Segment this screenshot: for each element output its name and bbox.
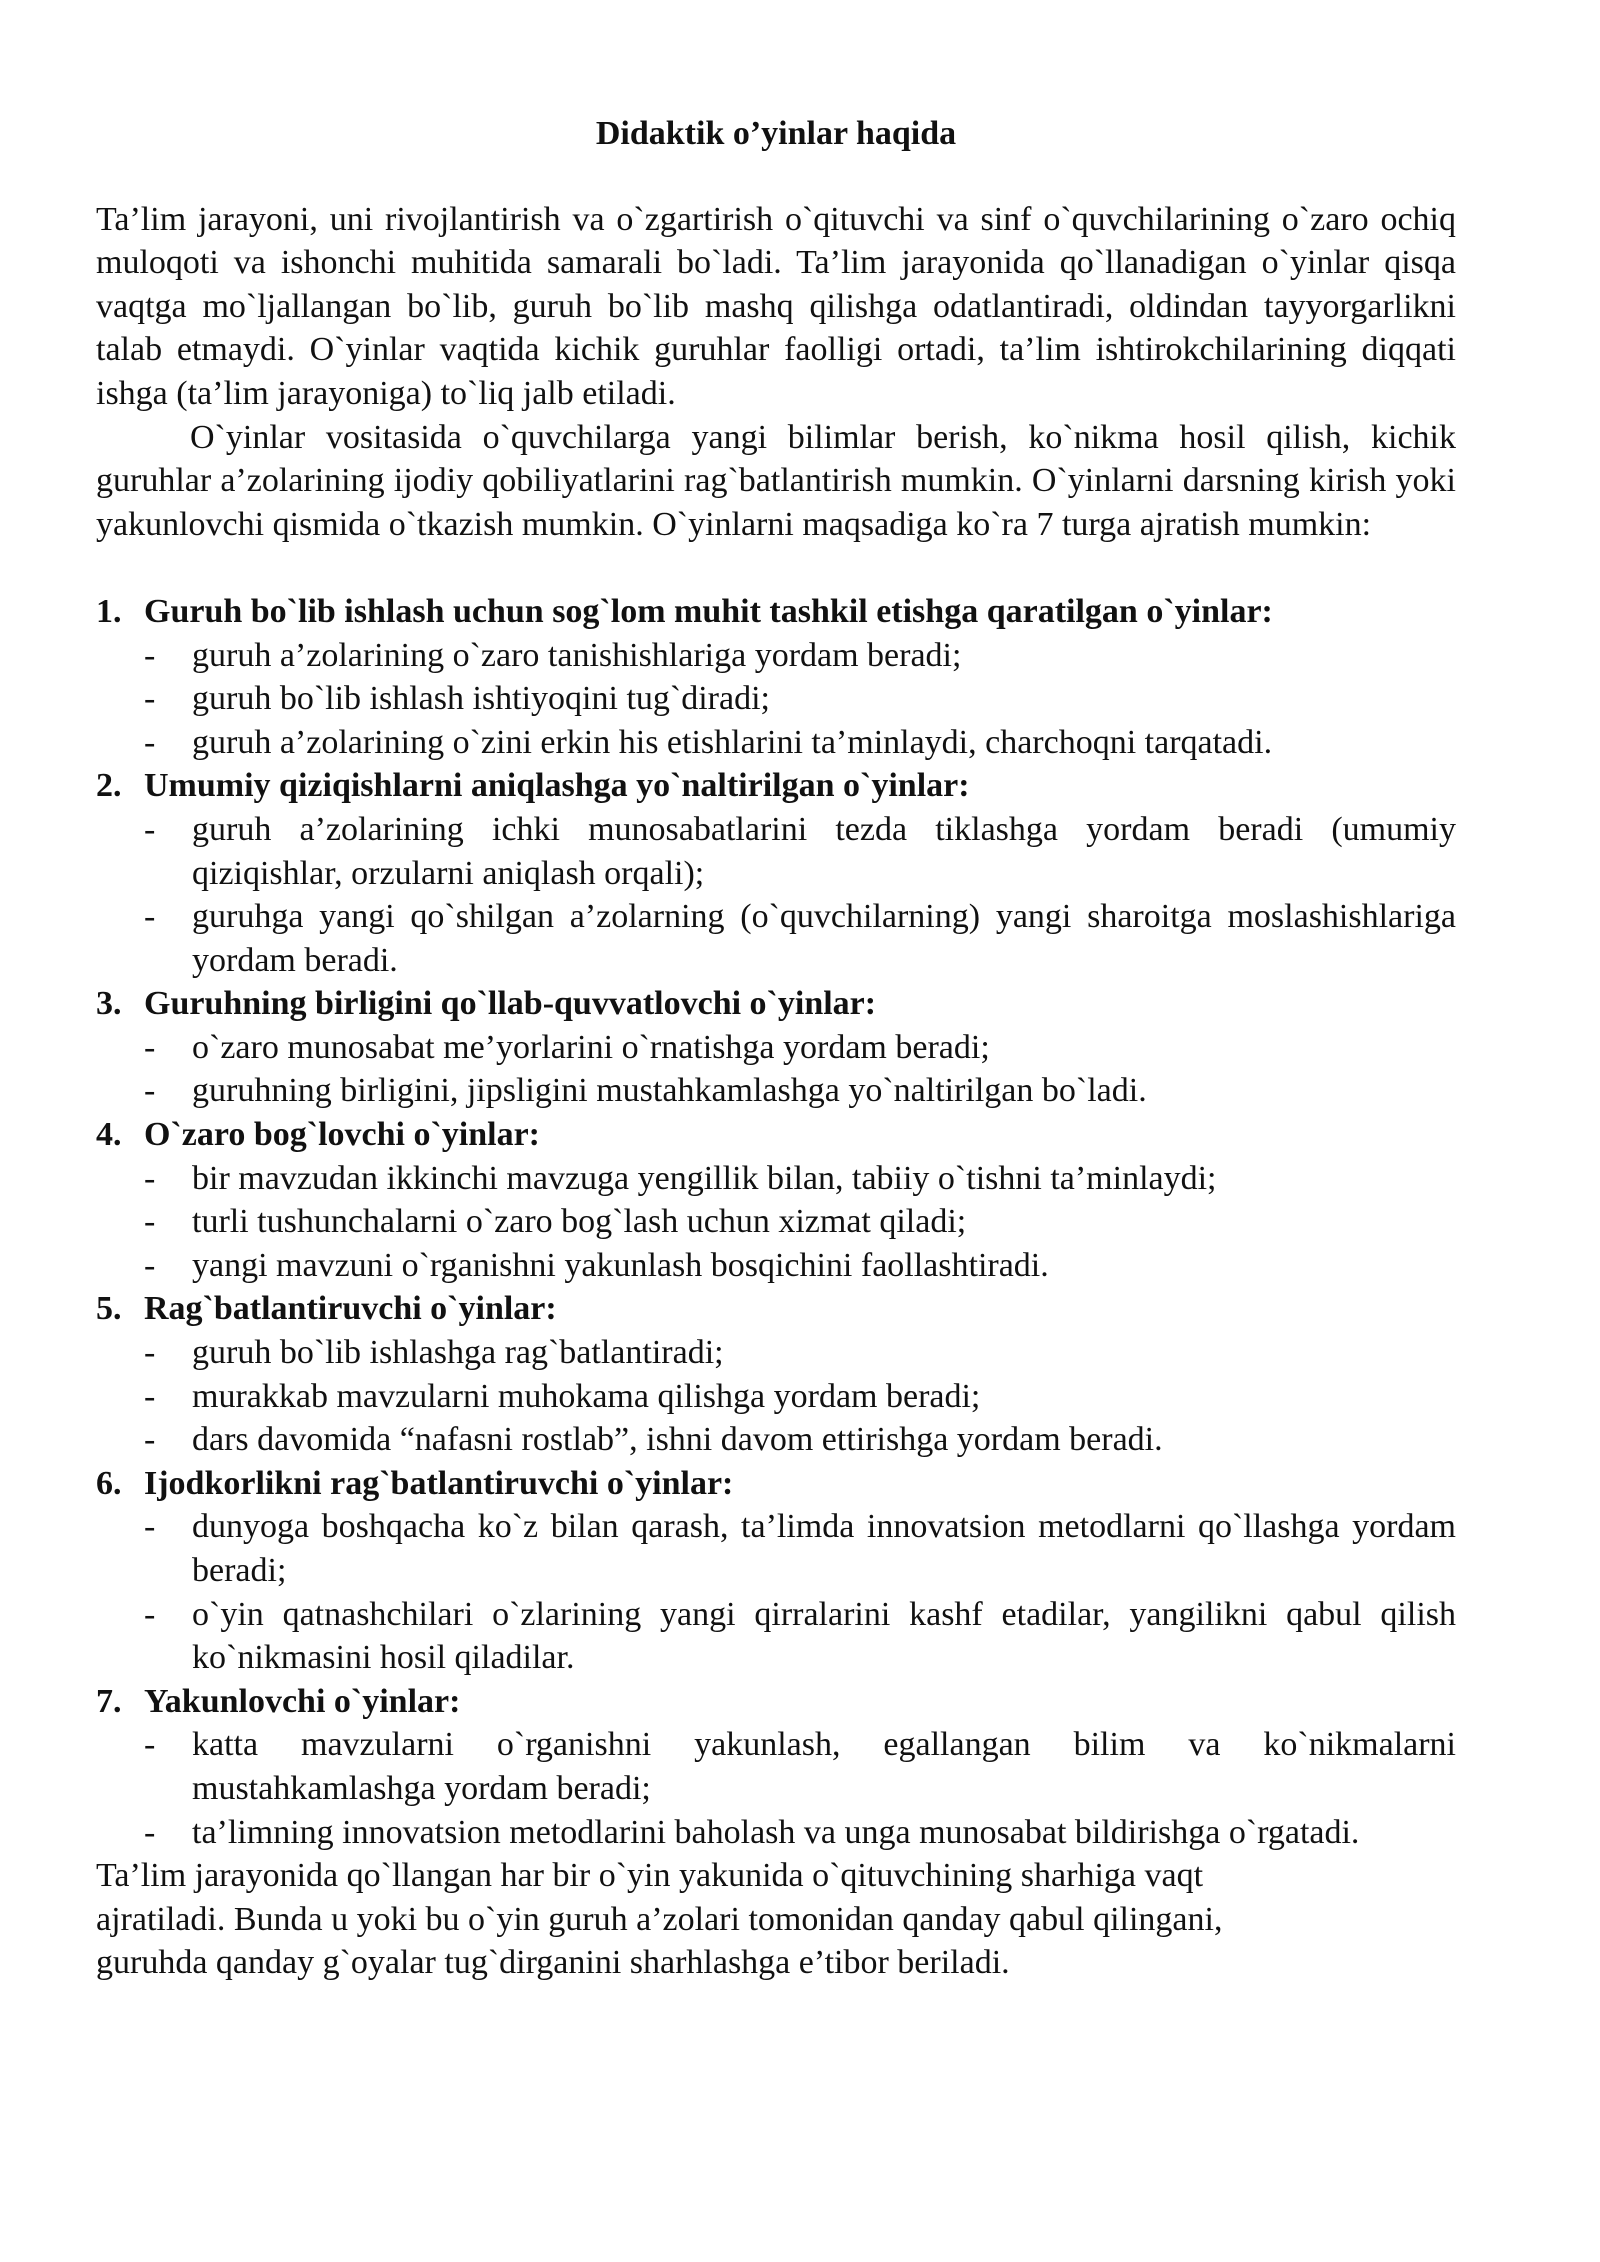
bullet-item	[96, 1723, 1456, 1810]
dash-marker: -	[144, 1421, 156, 1459]
section-heading-text: Guruhning birligini qo`llab-quvvatlovchi o`yinlar:	[144, 985, 877, 1023]
dash-marker: -	[144, 1203, 156, 1241]
dash-marker: -	[144, 1377, 156, 1415]
game-types-list	[96, 590, 1456, 1854]
dash-marker: -	[144, 1813, 156, 1851]
section-heading-text: Umumiy qiziqishlarni aniqlashga yo`naltirilgan o`yinlar:	[144, 767, 970, 805]
bullet-item	[96, 895, 1456, 982]
section-heading-text: Guruh bo`lib ishlash uchun sog`lom muhit tashkil etishga qaratilgan o`yinlar:	[144, 592, 1273, 630]
document-page	[96, 112, 1456, 1985]
list-section-1	[96, 590, 1456, 764]
bullet-text: guruh a’zolarining o`zini erkin his etishlarini ta’minlaydi, charchoqni tarqatadi.	[192, 723, 1273, 761]
bullet-text: dars davomida “nafasni rostlab”, ishni davom ettirishga yordam beradi.	[192, 1421, 1163, 1459]
dash-marker: -	[144, 1595, 156, 1633]
bullet-item	[96, 634, 1456, 678]
bullet-item	[96, 1200, 1456, 1244]
bullet-item	[96, 1811, 1456, 1855]
bullet-item	[96, 1157, 1456, 1201]
bullet-item	[96, 1418, 1456, 1462]
closing-paragraph	[96, 1854, 1456, 1985]
dash-marker: -	[144, 898, 156, 936]
list-section-6	[96, 1462, 1456, 1680]
bullet-list	[96, 1505, 1456, 1679]
bullet-text: guruh bo`lib ishlash ishtiyoqini tug`diradi;	[192, 680, 770, 718]
section-heading	[96, 982, 1456, 1026]
section-heading	[96, 1113, 1456, 1157]
section-heading	[96, 1287, 1456, 1331]
bullet-text: guruh bo`lib ishlashga rag`batlantiradi;	[192, 1334, 724, 1372]
bullet-item	[96, 1331, 1456, 1375]
bullet-list	[96, 634, 1456, 765]
section-number: 1.	[96, 592, 122, 630]
bullet-item	[96, 721, 1456, 765]
dash-marker: -	[144, 1072, 156, 1110]
bullet-item	[96, 1375, 1456, 1419]
bullet-text: guruhning birligini, jipsligini mustahkamlashga yo`naltirilgan bo`ladi.	[192, 1072, 1147, 1110]
bullet-text: guruhga yangi qo`shilgan a’zolarning (o`quvchilarning) yangi sharoitga moslashishlariga yordam beradi.	[192, 898, 1456, 979]
bullet-list	[96, 1157, 1456, 1288]
bullet-text: dunyoga boshqacha ko`z bilan qarash, ta’limda innovatsion metodlarni qo`llashga yordam beradi;	[192, 1508, 1456, 1589]
dash-marker: -	[144, 1726, 156, 1764]
dash-marker: -	[144, 810, 156, 848]
bullet-item	[96, 808, 1456, 895]
dash-marker: -	[144, 1246, 156, 1284]
bullet-text: turli tushunchalarni o`zaro bog`lash uchun xizmat qiladi;	[192, 1203, 967, 1241]
bullet-item	[96, 1069, 1456, 1113]
bullet-list	[96, 1331, 1456, 1462]
section-heading	[96, 1462, 1456, 1506]
list-section-2	[96, 764, 1456, 982]
bullet-text: murakkab mavzularni muhokama qilishga yordam beradi;	[192, 1377, 981, 1415]
dash-marker: -	[144, 636, 156, 674]
bullet-text: guruh a’zolarining ichki munosabatlarini tezda tiklashga yordam beradi (umumiy qiziqishlar, orzularni aniqlash orqali);	[192, 810, 1456, 892]
bullet-text: o`yin qatnashchilari o`zlarining yangi qirralarini kashf etadilar, yangilikni qabul qilish ko`nikmasini hosil qiladilar.	[192, 1595, 1456, 1677]
section-heading-text: Yakunlovchi o`yinlar:	[144, 1682, 461, 1720]
section-number: 3.	[96, 985, 122, 1023]
section-heading-text: Ijodkorlikni rag`batlantiruvchi o`yinlar:	[144, 1464, 734, 1502]
section-heading	[96, 1680, 1456, 1724]
bullet-text: katta mavzularni o`rganishni yakunlash, egallangan bilim va ko`nikmalarni mustahkamlashga yordam beradi;	[192, 1726, 1456, 1807]
bullet-item	[96, 1026, 1456, 1070]
section-heading-text: O`zaro bog`lovchi o`yinlar:	[144, 1116, 540, 1154]
dash-marker: -	[144, 723, 156, 761]
bullet-list	[96, 808, 1456, 982]
bullet-text: ta’limning innovatsion metodlarini baholash va unga munosabat bildirishga o`rgatadi.	[192, 1813, 1360, 1851]
bullet-text: yangi mavzuni o`rganishni yakunlash bosqichini faollashtiradi.	[192, 1246, 1049, 1284]
dash-marker: -	[144, 1028, 156, 1066]
bullet-text: o`zaro munosabat me’yorlarini o`rnatishga yordam beradi;	[192, 1028, 990, 1066]
dash-marker: -	[144, 1334, 156, 1372]
bullet-item	[96, 1593, 1456, 1680]
bullet-item	[96, 677, 1456, 721]
list-section-3	[96, 982, 1456, 1113]
section-number: 5.	[96, 1290, 122, 1328]
dash-marker: -	[144, 1508, 156, 1546]
closing-line: ajratiladi. Bunda u yoki bu o`yin guruh a’zolari tomonidan qanday qabul qilingani,	[96, 1900, 1223, 1938]
intro-paragraph: Ta’lim jarayoni, uni rivojlantirish va o`zgartirish o`qituvchi va sinf o`quvchilarining o`zaro ochiq muloqoti va ishonchi muhitida samarali bo`ladi. Ta’lim jarayonida qo`llanadigan o`yinlar qisqa vaqtga mo`ljallangan bo`lib, guruh bo`lib mashq qilishga odatlantiradi, oldindan tayyorgarlikni talab etmaydi. O`yinlar vaqtida kichik guruhlar faolligi ortadi, ta’lim ishtirokchilarining diqqati ishga (ta’lim jarayoniga) to`liq jalb etiladi.	[96, 200, 1456, 412]
bullet-item	[96, 1505, 1456, 1592]
document-title: Didaktik o’yinlar haqida	[595, 115, 957, 152]
bullet-list	[96, 1026, 1456, 1113]
bullet-item	[96, 1244, 1456, 1288]
section-heading	[96, 590, 1456, 634]
section-number: 4.	[96, 1116, 122, 1154]
section-heading-text: Rag`batlantiruvchi o`yinlar:	[144, 1290, 557, 1328]
bullet-list	[96, 1723, 1456, 1854]
bullet-text: bir mavzudan ikkinchi mavzuga yengillik bilan, tabiiy o`tishni ta’minlaydi;	[192, 1159, 1217, 1197]
section-number: 7.	[96, 1682, 122, 1720]
section-number: 6.	[96, 1464, 122, 1502]
closing-line: guruhda qanday g`oyalar tug`dirganini sharhlashga e’tibor beriladi.	[96, 1944, 1010, 1982]
bullet-text: guruh a’zolarining o`zaro tanishishlariga yordam beradi;	[192, 636, 962, 674]
closing-line: Ta’lim jarayonida qo`llangan har bir o`yin yakunida o`qituvchining sharhiga vaqt	[96, 1857, 1204, 1895]
second-paragraph: O`yinlar vositasida o`quvchilarga yangi bilimlar berish, ko`nikma hosil qilish, kichik guruhlar a’zolarining ijodiy qobiliyatlarini rag`batlantirish mumkin. O`yinlarni darsning kirish yoki yakunlovchi qismida o`tkazish mumkin. O`yinlarni maqsadiga ko`ra 7 turga ajratish mumkin:	[96, 418, 1456, 543]
list-section-4	[96, 1113, 1456, 1287]
dash-marker: -	[144, 680, 156, 718]
section-number: 2.	[96, 767, 122, 805]
list-section-5	[96, 1287, 1456, 1461]
section-heading	[96, 764, 1456, 808]
list-section-7	[96, 1680, 1456, 1854]
dash-marker: -	[144, 1159, 156, 1197]
